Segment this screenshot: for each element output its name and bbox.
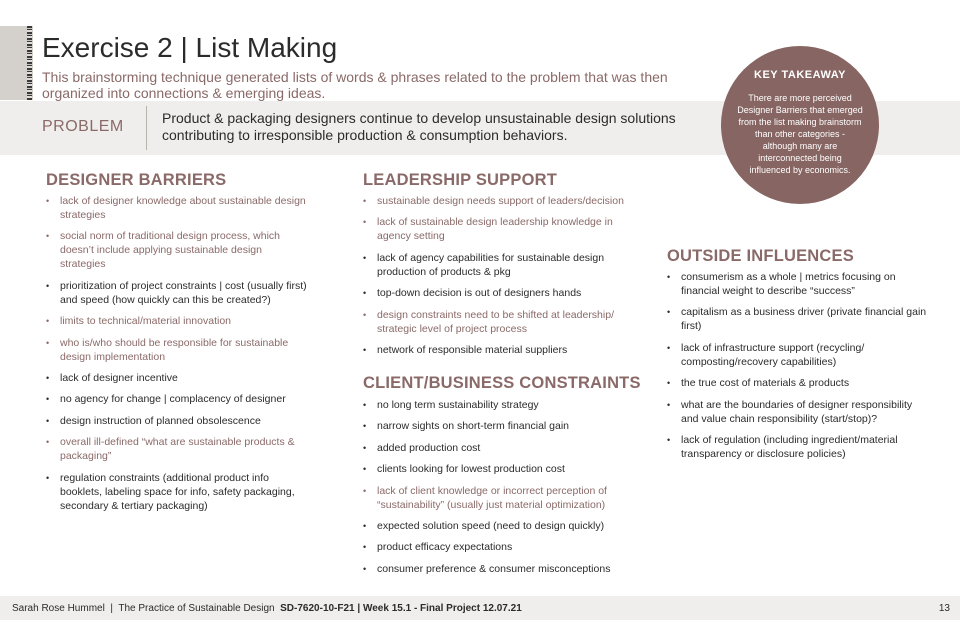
designer-barriers-heading: DESIGNER BARRIERS bbox=[46, 171, 227, 189]
list-item: • capitalism as a business driver (private financial gain first) bbox=[667, 305, 929, 333]
list-item: • lack of regulation (including ingredient/material transparency or disclosure policies) bbox=[667, 433, 929, 461]
list-item: • product efficacy expectations bbox=[363, 540, 633, 554]
leadership-support-heading: LEADERSHIP SUPPORT bbox=[363, 171, 557, 189]
list-item: • narrow sights on short-term financial gain bbox=[363, 419, 633, 433]
list-item: • what are the boundaries of designer responsibility and value chain responsibility (start/stop)? bbox=[667, 398, 929, 426]
list-item: • regulation constraints (additional product info booklets, labeling space for info, safety packaging, secondary & tertiary packaging) bbox=[46, 471, 308, 513]
list-item: • expected solution speed (need to design quickly) bbox=[363, 519, 633, 533]
list-item: • design instruction of planned obsolescence bbox=[46, 414, 308, 428]
outside-influences-list bbox=[667, 270, 929, 468]
client-constraints-list bbox=[363, 398, 633, 583]
list-item: • lack of designer incentive bbox=[46, 371, 308, 385]
list-item: • sustainable design needs support of leaders/decision bbox=[363, 194, 633, 208]
list-item: • top-down decision is out of designers hands bbox=[363, 286, 633, 300]
list-item: • the true cost of materials & products bbox=[667, 376, 929, 390]
footer-credits bbox=[12, 603, 522, 614]
list-item: • no long term sustainability strategy bbox=[363, 398, 633, 412]
list-item: • network of responsible material suppliers bbox=[363, 343, 633, 357]
footer-course: The Practice of Sustainable Design bbox=[118, 603, 275, 614]
page-subtitle: This brainstorming technique generated lists of words & phrases related to the problem that was then organized into connections & emerging ideas. bbox=[42, 69, 668, 101]
list-item: • lack of client knowledge or incorrect perception of “sustainability” (usually just material optimization) bbox=[363, 484, 633, 512]
footer-author: Sarah Rose Hummel bbox=[12, 603, 105, 614]
list-item: • lack of designer knowledge about sustainable design strategies bbox=[46, 194, 308, 222]
list-item: • lack of infrastructure support (recycling/ composting/recovery capabilities) bbox=[667, 341, 929, 369]
list-item: • clients looking for lowest production cost bbox=[363, 462, 633, 476]
list-item: • prioritization of project constraints | cost (usually first) and speed (how quickly can this be created?) bbox=[46, 279, 308, 307]
list-item: • no agency for change | complacency of designer bbox=[46, 392, 308, 406]
page-title: Exercise 2 | List Making bbox=[42, 32, 338, 63]
list-item: • lack of agency capabilities for sustainable design production of products & pkg bbox=[363, 251, 633, 279]
list-item: • who is/who should be responsible for sustainable design implementation bbox=[46, 336, 308, 364]
list-item: • overall ill-defined “what are sustainable products & packaging” bbox=[46, 435, 308, 463]
key-takeaway-text: There are more perceived Designer Barriers that emerged from the list making brainstorm than other categories - although many are interconnected being influenced by economics. bbox=[737, 93, 863, 175]
key-takeaway-circle bbox=[721, 46, 879, 204]
side-tab-stripe bbox=[27, 26, 32, 100]
list-item: • limits to technical/material innovation bbox=[46, 314, 308, 328]
problem-label: PROBLEM bbox=[42, 118, 124, 135]
designer-barriers-list bbox=[46, 194, 308, 520]
list-item: • design constraints need to be shifted at leadership/ strategic level of project process bbox=[363, 308, 633, 336]
footer-separator: | bbox=[110, 603, 113, 614]
problem-statement: Product & packaging designers continue to develop unsustainable design solutions contributing to irresponsible production & consumption behaviors. bbox=[162, 110, 676, 143]
leadership-support-list bbox=[363, 194, 633, 364]
side-tab-decoration bbox=[0, 26, 33, 100]
key-takeaway-title: KEY TAKEAWAY bbox=[754, 69, 846, 81]
list-item: • consumerism as a whole | metrics focusing on financial weight to describe “success” bbox=[667, 270, 929, 298]
problem-divider bbox=[146, 106, 147, 150]
outside-influences-heading: OUTSIDE INFLUENCES bbox=[667, 247, 854, 265]
list-item: • social norm of traditional design process, which doesn’t include applying sustainable design strategies bbox=[46, 229, 308, 271]
list-item: • lack of sustainable design leadership knowledge in agency setting bbox=[363, 215, 633, 243]
list-item: • consumer preference & consumer misconceptions bbox=[363, 562, 633, 576]
client-constraints-heading: CLIENT/BUSINESS CONSTRAINTS bbox=[363, 374, 641, 392]
list-item: • added production cost bbox=[363, 441, 633, 455]
page-number: 13 bbox=[938, 603, 950, 614]
footer-project: SD-7620-10-F21 | Week 15.1 - Final Project 12.07.21 bbox=[280, 603, 522, 614]
